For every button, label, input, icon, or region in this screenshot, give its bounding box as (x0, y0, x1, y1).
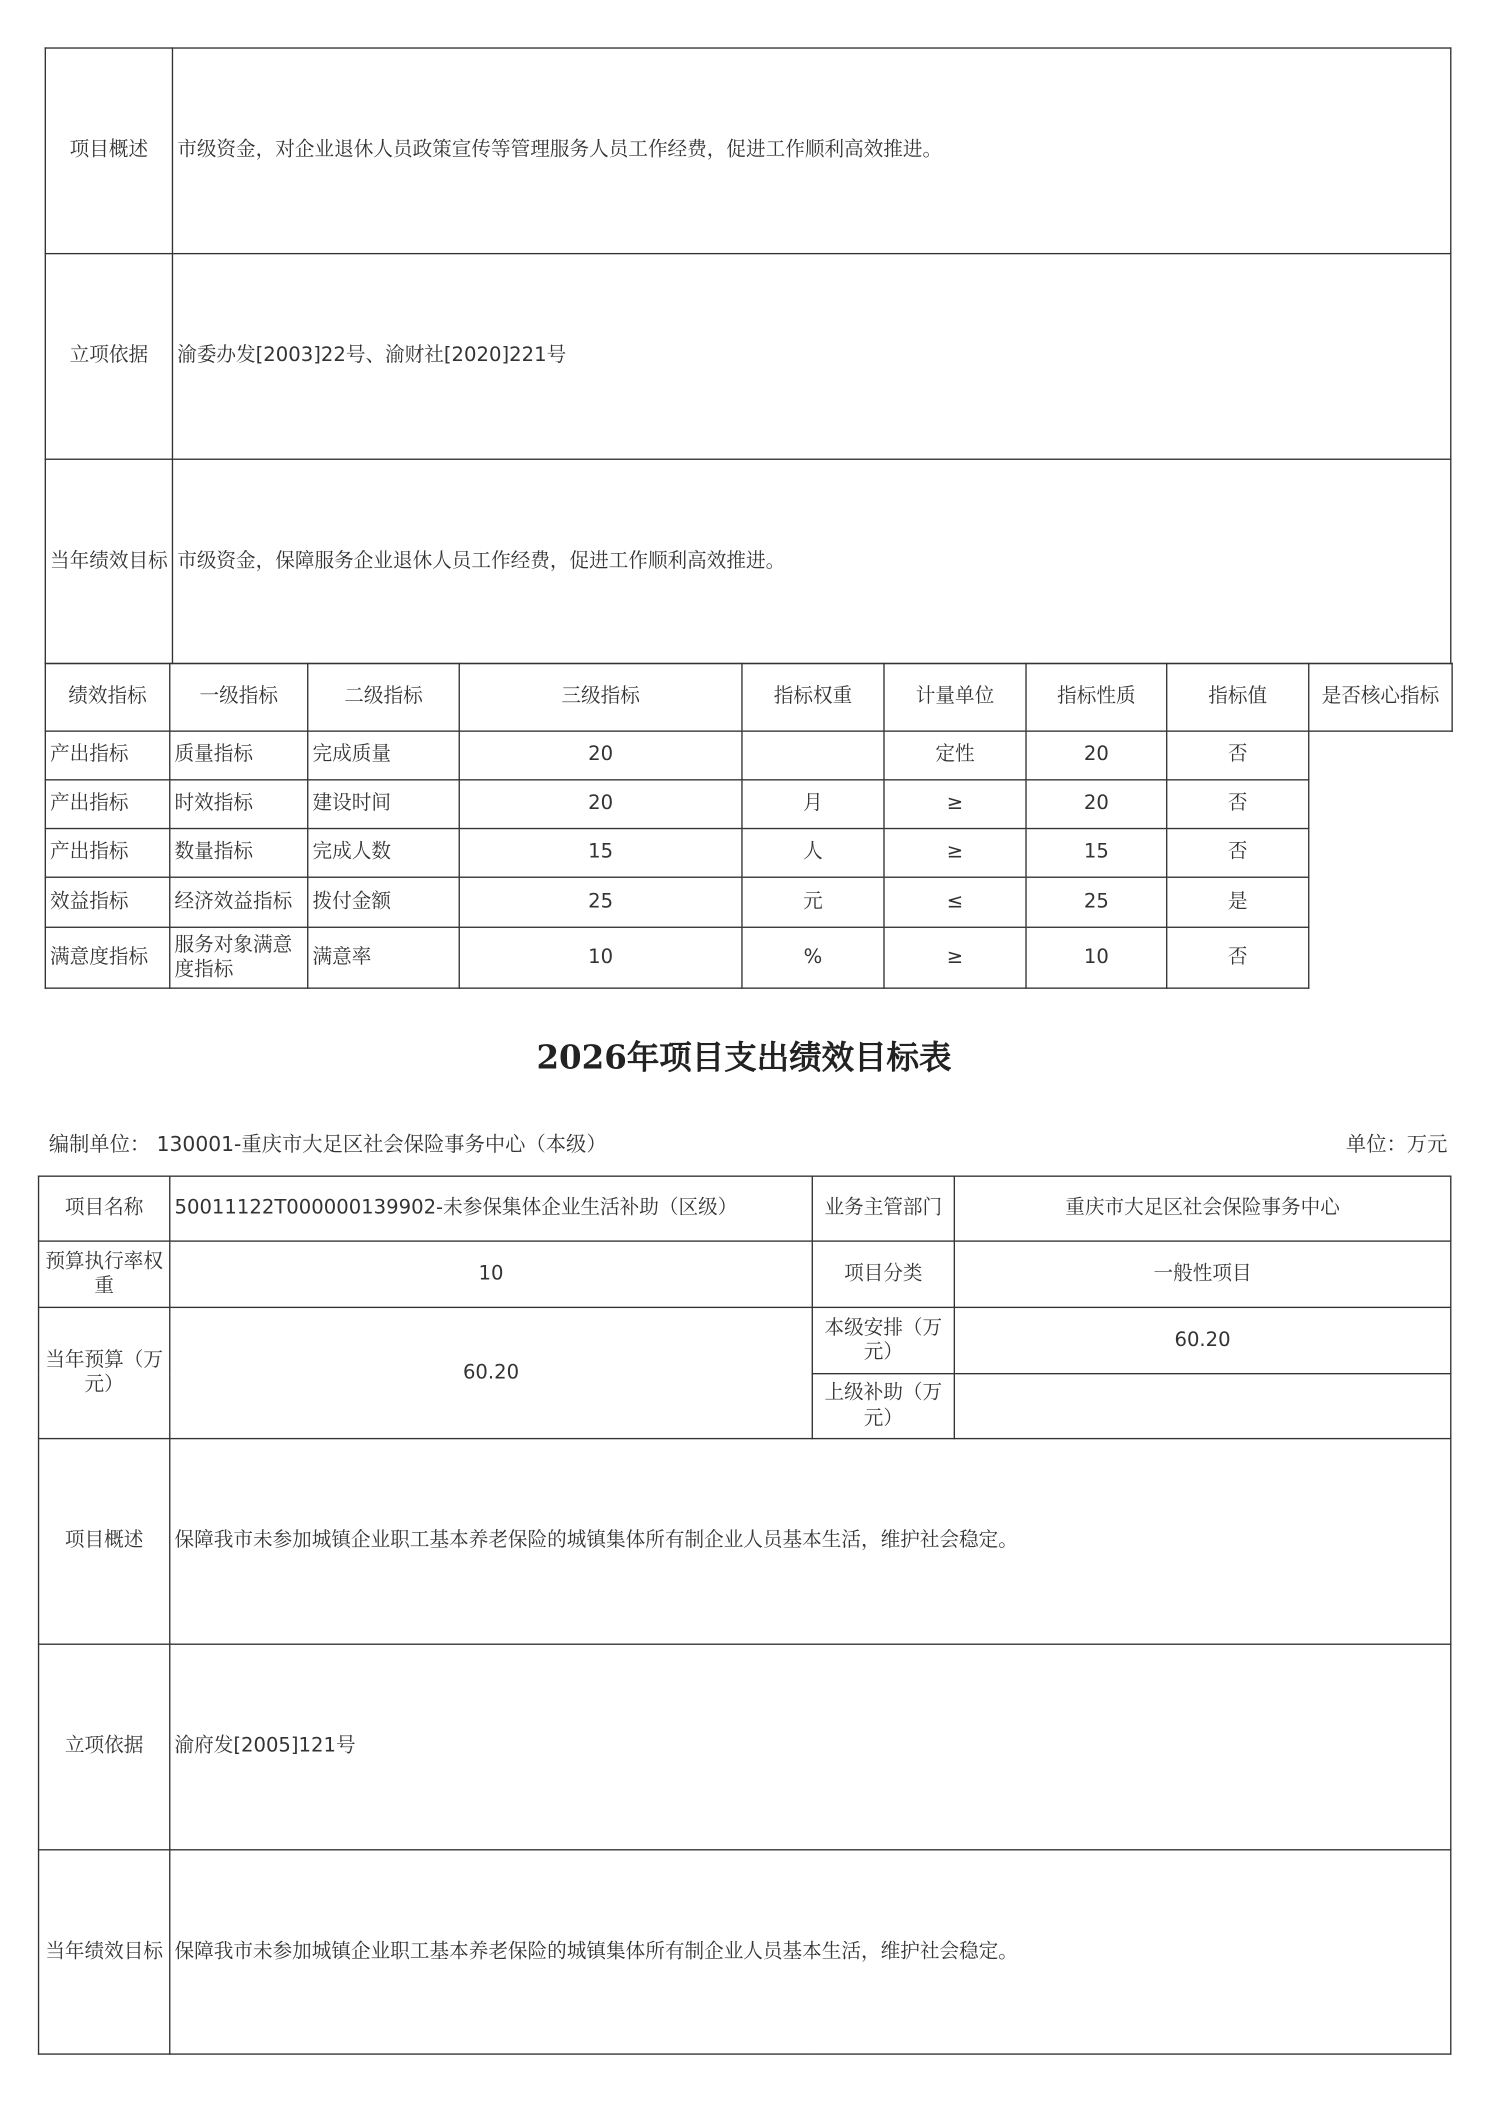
page-title: 2026年项目支出绩效目标表 (536, 1037, 952, 1077)
indicator-cell: 数量指标 (170, 829, 308, 878)
project-info-table-1 (45, 47, 1452, 664)
upper-value (954, 1374, 1450, 1439)
indicator-cell: 产出指标 (45, 731, 169, 780)
indicator-cell: ≤ (884, 877, 1026, 927)
indicator-row (45, 780, 1452, 829)
basis-label: 立项依据 (45, 254, 172, 460)
indicator-cell: 20 (1026, 780, 1167, 829)
indicator-cell: 25 (1026, 877, 1167, 927)
local-value: 60.20 (954, 1307, 1450, 1373)
indicator-cell: 建设时间 (308, 780, 460, 829)
indicator-cell: 15 (459, 829, 742, 878)
indicator-row (45, 829, 1452, 878)
indicator-row (45, 877, 1452, 927)
indicator-cell: ≥ (884, 780, 1026, 829)
indicator-cell: 拨付金额 (308, 877, 460, 927)
indicator-cell: 产出指标 (45, 829, 169, 878)
indicator-cell (742, 731, 884, 780)
org-line (49, 1130, 1448, 1158)
indicator-cell: 是 (1167, 877, 1309, 927)
indicator-cell: ≥ (884, 829, 1026, 878)
header-cell: 指标性质 (1026, 663, 1167, 731)
indicator-cell: 否 (1167, 780, 1309, 829)
indicator-cell: 完成质量 (308, 731, 460, 780)
dept-label: 业务主管部门 (812, 1176, 954, 1241)
org-text: 编制单位： 130001-重庆市大足区社会保险事务中心（本级） (48, 1132, 607, 1157)
indicator-cell: 10 (459, 927, 742, 988)
indicator-cell: 15 (1026, 829, 1167, 878)
indicator-cell: 时效指标 (170, 780, 308, 829)
upper-label: 上级补助（万元） (812, 1374, 954, 1439)
indicator-cell: 服务对象满意度指标 (170, 927, 308, 988)
indicator-cell: 20 (459, 780, 742, 829)
category-value: 一般性项目 (954, 1241, 1450, 1307)
category-label: 项目分类 (812, 1241, 954, 1307)
overview-label-2: 项目概述 (39, 1439, 170, 1645)
indicator-cell: 10 (1026, 927, 1167, 988)
overview-text: 市级资金，对企业退休人员政策宣传等管理服务人员工作经费，促进工作顺利高效推进。 (172, 48, 1450, 254)
performance-indicators-table (45, 663, 1453, 989)
header-cell: 一级指标 (170, 663, 308, 731)
indicator-cell: 人 (742, 829, 884, 878)
indicator-cell: 满意度指标 (45, 927, 169, 988)
header-cell: 指标权重 (742, 663, 884, 731)
indicator-cell: 否 (1167, 829, 1309, 878)
indicator-cell: 定性 (884, 731, 1026, 780)
indicator-cell: 质量指标 (170, 731, 308, 780)
local-label: 本级安排（万元） (812, 1307, 954, 1373)
indicator-row (45, 731, 1452, 780)
overview-label: 项目概述 (45, 48, 172, 254)
exec-label: 预算执行率权重 (39, 1241, 170, 1307)
indicator-row (45, 927, 1452, 988)
indicator-cell: 产出指标 (45, 780, 169, 829)
indicator-cell: 完成人数 (308, 829, 460, 878)
basis-label-2: 立项依据 (39, 1644, 170, 1850)
basis-text-2: 渝府发[2005]121号 (170, 1644, 1451, 1850)
header-cell: 计量单位 (884, 663, 1026, 731)
indicator-cell: 20 (459, 731, 742, 780)
indicator-cell: 经济效益指标 (170, 877, 308, 927)
indicator-cell: % (742, 927, 884, 988)
header-cell: 指标值 (1167, 663, 1309, 731)
indicators-label: 绩效指标 (45, 663, 169, 731)
goal-label: 当年绩效目标 (45, 459, 172, 663)
indicator-cell: 满意率 (308, 927, 460, 988)
exec-value: 10 (170, 1241, 813, 1307)
overview-text-2: 保障我市未参加城镇企业职工基本养老保险的城镇集体所有制企业人员基本生活，维护社会稳定。 (170, 1439, 1451, 1645)
indicator-cell: 否 (1167, 927, 1309, 988)
indicator-cell: 元 (742, 877, 884, 927)
name-value: 50011122T000000139902-未参保集体企业生活补助（区级） (170, 1176, 813, 1241)
header-cell: 三级指标 (459, 663, 742, 731)
goal-label-2: 当年绩效目标 (39, 1850, 170, 2054)
goal-text-2: 保障我市未参加城镇企业职工基本养老保险的城镇集体所有制企业人员基本生活，维护社会稳定。 (170, 1850, 1451, 2054)
basis-text: 渝委办发[2003]22号、渝财社[2020]221号 (172, 254, 1450, 460)
indicator-cell: ≥ (884, 927, 1026, 988)
goal-text: 市级资金，保障服务企业退休人员工作经费，促进工作顺利高效推进。 (172, 459, 1450, 663)
name-label: 项目名称 (39, 1176, 170, 1241)
indicator-cell: 否 (1167, 731, 1309, 780)
indicator-cell: 25 (459, 877, 742, 927)
indicator-cell: 效益指标 (45, 877, 169, 927)
dept-value: 重庆市大足区社会保险事务中心 (954, 1176, 1450, 1241)
header-cell: 是否核心指标 (1309, 663, 1452, 731)
indicator-cell: 20 (1026, 731, 1167, 780)
project-info-table-2 (38, 1175, 1452, 2054)
header-cell: 二级指标 (308, 663, 460, 731)
budget-label: 当年预算（万元） (39, 1307, 170, 1438)
indicator-cell: 月 (742, 780, 884, 829)
budget-value: 60.20 (170, 1307, 813, 1438)
unit-text: 单位：万元 (1345, 1132, 1448, 1157)
